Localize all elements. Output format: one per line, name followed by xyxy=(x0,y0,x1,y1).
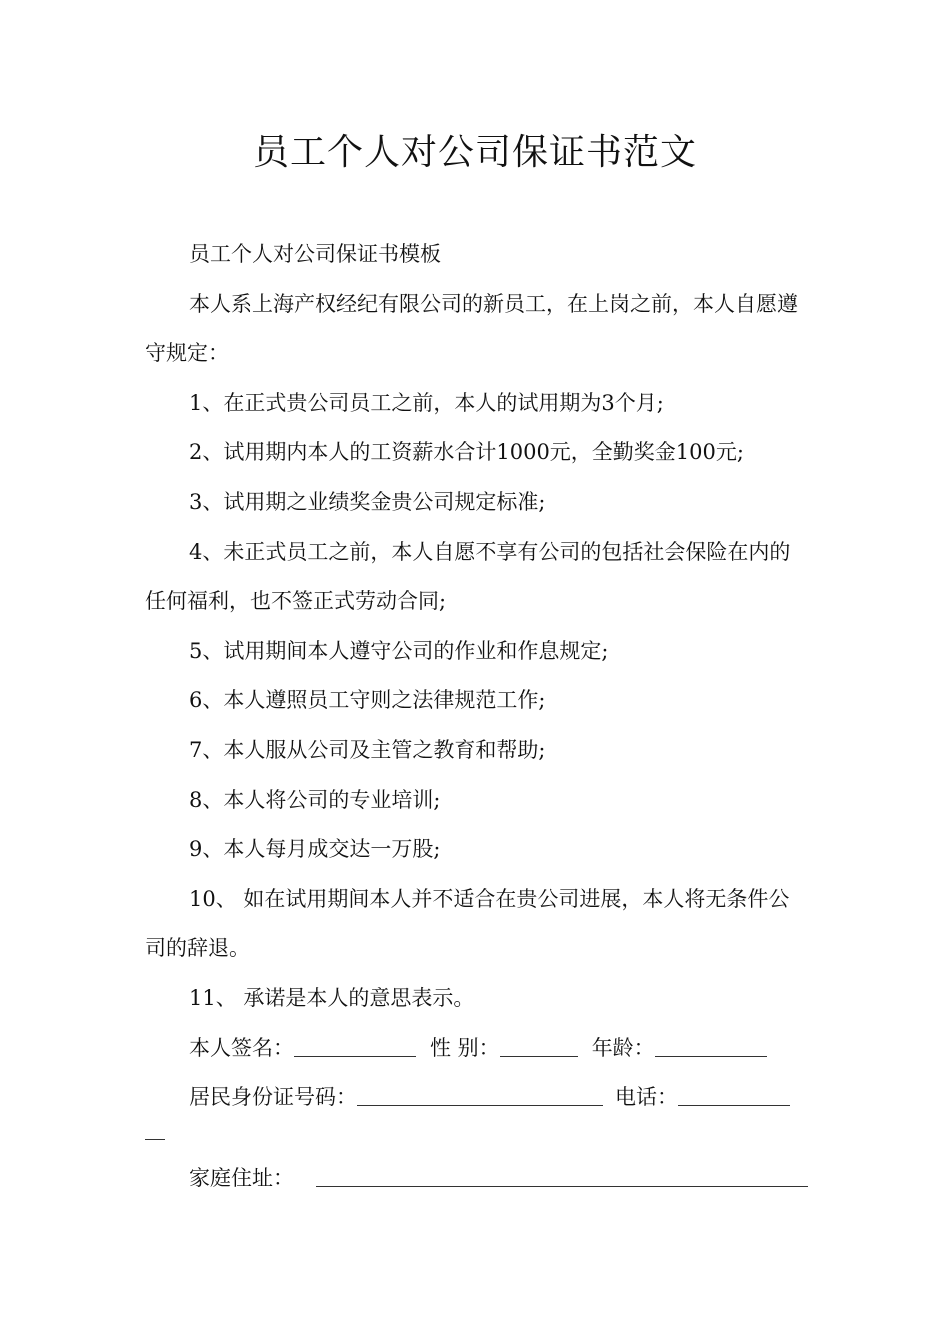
document-body xyxy=(145,230,810,1203)
signature-blank[interactable] xyxy=(294,1036,416,1057)
age-blank[interactable] xyxy=(655,1036,767,1057)
phone-blank[interactable] xyxy=(678,1085,790,1106)
id-label: 居民身份证号码： xyxy=(189,1085,357,1110)
list-item: 6、本人遵照员工守则之法律规范工作; xyxy=(189,688,546,713)
address-blank[interactable] xyxy=(316,1166,808,1187)
list-item: 10、 如在试用期间本人并不适合在贵公司进展，本人将无条件公司的辞退。 xyxy=(145,886,790,961)
document-title: 员工个人对公司保证书范文 xyxy=(252,132,697,173)
list-item: 11、 承诺是本人的意思表示。 xyxy=(189,985,475,1010)
list-item: 4、未正式员工之前，本人自愿不享有公司的包括社会保险在内的任何福利，也不签正式劳动合同; xyxy=(145,539,791,614)
gender-label: 性 别： xyxy=(430,1035,500,1060)
address-label: 家庭住址： xyxy=(189,1165,294,1190)
document-subtitle: 员工个人对公司保证书模板 xyxy=(189,242,441,266)
age-label: 年龄： xyxy=(591,1035,655,1060)
signature-line xyxy=(145,1024,810,1074)
list-item: 2、试用期内本人的工资薪水合计1000元，全勤奖金100元; xyxy=(189,440,744,465)
list-item: 3、试用期之业绩奖金贵公司规定标准; xyxy=(189,489,546,514)
gender-blank[interactable] xyxy=(500,1036,578,1057)
signature-label: 本人签名： xyxy=(189,1035,294,1060)
list-item: 8、本人将公司的专业培训; xyxy=(189,787,441,812)
list-item: 5、试用期间本人遵守公司的作业和作息规定; xyxy=(189,638,609,663)
address-line xyxy=(145,1154,810,1204)
list-item: 7、本人服从公司及主管之教育和帮助; xyxy=(189,737,546,762)
id-number-blank[interactable] xyxy=(357,1085,603,1106)
phone-blank-continuation xyxy=(145,1115,165,1140)
intro-paragraph: 本人系上海产权经纪有限公司的新员工，在上岗之前，本人自愿遵守规定： xyxy=(145,291,798,366)
id-phone-line xyxy=(145,1073,810,1123)
phone-label: 电话： xyxy=(615,1085,678,1110)
list-item: 1、在正式贵公司员工之前，本人的试用期为3个月; xyxy=(189,390,664,415)
list-item: 9、本人每月成交达一万股; xyxy=(189,837,441,862)
